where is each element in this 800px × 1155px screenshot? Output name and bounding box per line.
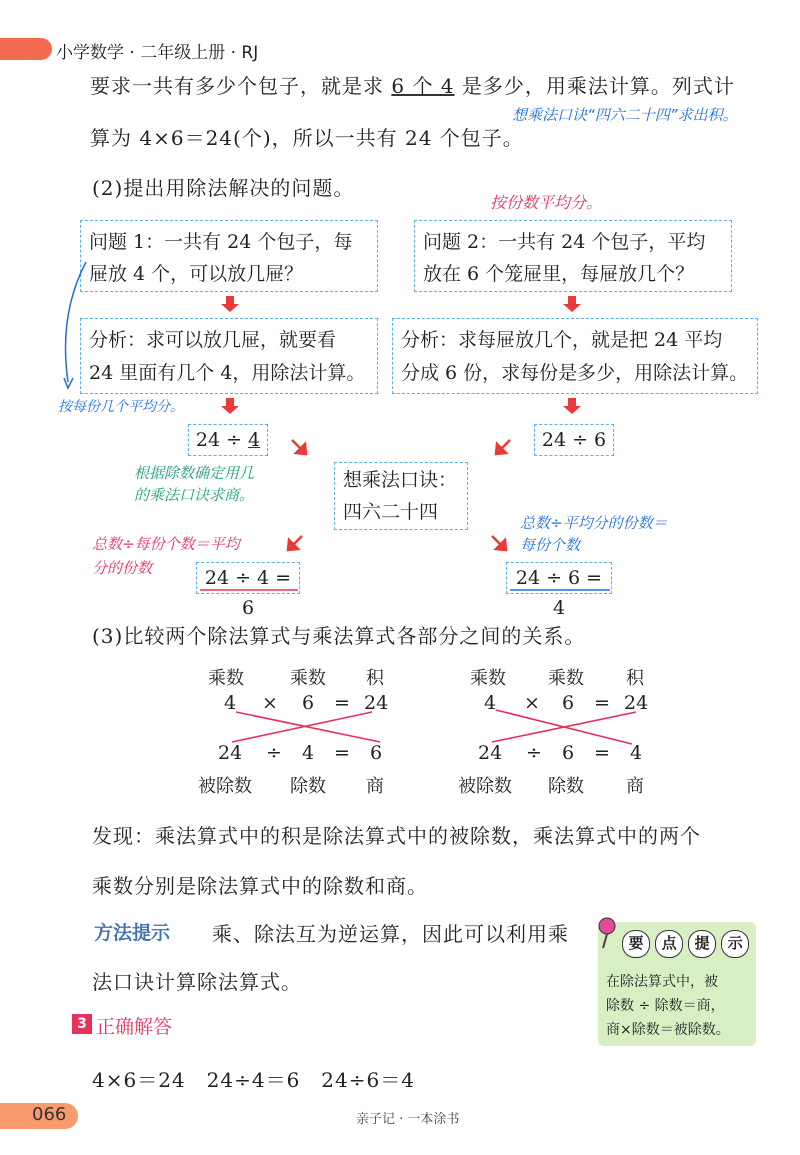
left-header-factor-1: 乘数 xyxy=(208,668,244,689)
right-mul-b: 6 xyxy=(562,692,575,714)
expression-1-left: 24 ÷ xyxy=(195,429,249,451)
pushpin-icon xyxy=(592,916,622,952)
right-footer-dividend: 被除数 xyxy=(458,776,512,797)
expression-1-divisor: 4 xyxy=(248,429,261,451)
left-div-dividend: 24 xyxy=(218,742,243,764)
analysis-2-box xyxy=(392,318,758,394)
right-div-quotient: 4 xyxy=(630,742,643,764)
section3-title: (3)比较两个除法算式与乘法算式各部分之间的关系。 xyxy=(92,624,586,648)
left-div-op: ÷ xyxy=(266,742,282,764)
center-hint-box xyxy=(334,462,468,530)
analysis-2-line-1: 分析：求每屉放几个，就是把 24 平均 xyxy=(401,329,723,351)
left-mul-a: 4 xyxy=(224,692,237,714)
tip-line-2: 除数 ÷ 除数＝商， xyxy=(606,998,725,1014)
page-header-title: 小学数学 · 二年级上册 · RJ xyxy=(56,43,259,63)
green-note-line-1: 根据除数确定用几 xyxy=(134,464,255,482)
red-note-line-2: 分的份数 xyxy=(92,559,153,577)
problem-2-line-1: 问题 2：一共有 24 个包子，平均 xyxy=(423,231,706,253)
answer-title: 正确解答 xyxy=(96,1016,173,1038)
cross-lines-right xyxy=(492,710,636,744)
pill-4: 示 xyxy=(721,930,749,958)
pill-3: 提 xyxy=(688,930,716,958)
handwritten-note-per-share: 按每份几个平均分。 xyxy=(58,399,184,415)
analysis-1-box xyxy=(80,318,378,394)
left-mul-b: 6 xyxy=(302,692,315,714)
intro-text-b: 是多少，用乘法计算。列式计 xyxy=(461,74,735,98)
right-div-op: ÷ xyxy=(526,742,542,764)
key-points-text xyxy=(606,970,730,1042)
red-note-line-1: 总数÷每份个数＝平均 xyxy=(92,535,240,553)
expression-2-box: 24 ÷ 6 xyxy=(534,424,614,456)
result-1-box: 24 ÷ 4 = 6 xyxy=(196,562,300,594)
expression-1-box xyxy=(188,424,268,456)
answer-number-badge: 3 xyxy=(72,1014,92,1034)
blue-note-line-1: 总数÷平均分的份数＝ xyxy=(520,514,668,532)
analysis-1-line-2: 24 里面有几个 4，用除法计算。 xyxy=(89,362,366,384)
left-mul-op: × xyxy=(262,692,278,714)
right-mul-product: 24 xyxy=(624,692,649,714)
key-points-title xyxy=(622,930,749,958)
tip-line-1: 在除法算式中，被 xyxy=(606,974,718,990)
left-footer-quotient: 商 xyxy=(366,776,384,797)
problem-1-line-1: 问题 1：一共有 24 个包子，每 xyxy=(89,231,353,253)
left-header-product: 积 xyxy=(366,668,384,689)
right-header-product: 积 xyxy=(626,668,644,689)
pill-1: 要 xyxy=(622,930,650,958)
method-line-1: 乘、除法互为逆运算，因此可以利用乘 xyxy=(212,922,569,946)
handwritten-note-green xyxy=(134,462,254,506)
cross-lines-left xyxy=(232,712,380,742)
pill-2: 点 xyxy=(655,930,683,958)
left-div-divisor: 4 xyxy=(302,742,315,764)
right-header-factor-2: 乘数 xyxy=(548,668,584,689)
handwritten-note-multiplication: 想乘法口诀“四六二十四”求出积。 xyxy=(512,106,738,124)
tip-line-3: 商×除数＝被除数。 xyxy=(606,1022,730,1038)
handwritten-note-by-parts: 按份数平均分。 xyxy=(490,193,603,212)
section2-title: (2)提出用除法解决的问题。 xyxy=(92,176,355,200)
right-div-dividend: 24 xyxy=(478,742,503,764)
footer-brand: 亲子记 · 一本涂书 xyxy=(356,1112,460,1127)
finding-line-1: 发现：乘法算式中的积是除法算式中的被除数，乘法算式中的两个 xyxy=(92,824,701,848)
right-footer-divisor: 除数 xyxy=(548,776,584,797)
problem-1-line-2: 屉放 4 个，可以放几屉？ xyxy=(89,263,304,285)
left-mul-eq: = xyxy=(334,692,350,714)
analysis-1-line-1: 分析：求可以放几屉，就要看 xyxy=(89,329,337,351)
left-div-quotient: 6 xyxy=(370,742,383,764)
right-mul-a: 4 xyxy=(484,692,497,714)
problem-2-line-2: 放在 6 个笼屉里，每屉放几个？ xyxy=(423,263,695,285)
left-header-factor-2: 乘数 xyxy=(290,668,326,689)
page-number: 066 xyxy=(32,1104,67,1125)
right-mul-eq: = xyxy=(594,692,610,714)
right-div-divisor: 6 xyxy=(562,742,575,764)
key-points-card xyxy=(598,922,756,1046)
left-mul-product: 24 xyxy=(364,692,389,714)
method-line-2: 法口诀计算除法算式。 xyxy=(92,970,302,994)
blue-note-line-2: 每份个数 xyxy=(520,536,581,554)
intro-text-a: 要求一共有多少个包子，就是求 xyxy=(90,74,384,98)
handwritten-note-blue xyxy=(520,512,668,556)
answer-line: 4×6＝24 24÷4＝6 24÷6＝4 xyxy=(92,1068,415,1092)
center-hint-line-1: 想乘法口诀： xyxy=(343,469,458,491)
left-footer-divisor: 除数 xyxy=(290,776,326,797)
intro-underlined: 6 个 4 xyxy=(391,74,455,98)
right-header-factor-1: 乘数 xyxy=(470,668,506,689)
right-mul-op: × xyxy=(524,692,540,714)
method-label: 方法提示 xyxy=(94,922,171,944)
intro-line-2: 算为 4×6＝24(个)，所以一共有 24 个包子。 xyxy=(90,126,524,150)
center-hint-line-2: 四六二十四 xyxy=(343,501,439,523)
right-div-eq: = xyxy=(594,742,610,764)
finding-line-2: 乘数分别是除法算式中的除数和商。 xyxy=(92,874,428,898)
analysis-2-line-2: 分成 6 份，求每份是多少，用除法计算。 xyxy=(401,362,749,384)
right-footer-quotient: 商 xyxy=(626,776,644,797)
left-footer-dividend: 被除数 xyxy=(198,776,252,797)
left-div-eq: = xyxy=(334,742,350,764)
green-note-line-2: 的乘法口诀求商。 xyxy=(134,486,255,504)
result-2-box: 24 ÷ 6 = 4 xyxy=(506,562,612,594)
